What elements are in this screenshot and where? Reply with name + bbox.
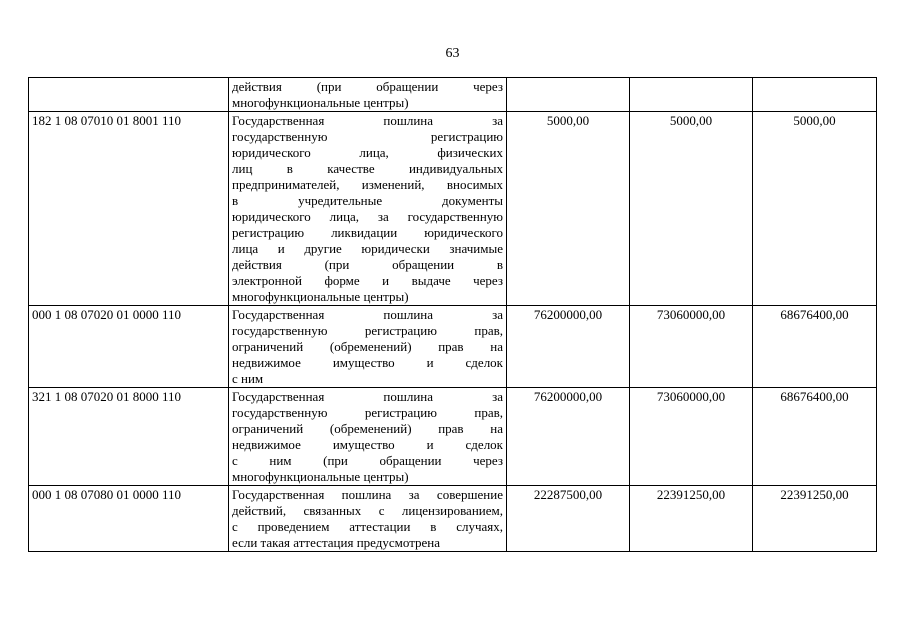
amount-cell-year-3: 5000,00 [753,112,877,306]
page-number: 63 [445,46,460,61]
table-row [29,78,877,112]
table-row [29,388,877,486]
revenue-name-line: многофункциональные центры) [232,469,409,484]
amount-cell-year-1: 76200000,00 [507,306,630,388]
revenue-name-line: действия (при обращении в [232,257,503,272]
amount-cell-year-3: 22391250,00 [753,486,877,552]
revenue-name-line: Государственная пошлина за совершение [232,487,503,502]
table-row [29,306,877,388]
revenue-name-line: Государственная пошлина за [232,389,503,404]
budget-code-cell: 000 1 08 07020 01 0000 110 [29,306,229,388]
amount-cell-year-2: 73060000,00 [630,388,753,486]
amount-cell-year-2: 5000,00 [630,112,753,306]
amount-cell-year-2 [630,78,753,112]
revenue-name-line: в учредительные документы [232,193,503,208]
revenue-name-line: если такая аттестация предусмотрена [232,535,441,550]
revenue-name-line: недвижимое имущество и сделок [232,437,503,452]
amount-cell-year-1: 22287500,00 [507,486,630,552]
amount-cell-year-2: 73060000,00 [630,306,753,388]
revenue-name-line: электронной форме и выдаче через [232,273,503,288]
revenue-name-line: недвижимое имущество и сделок [232,355,503,370]
revenue-name-line: действия (при обращении через [232,79,503,94]
budget-code-cell [29,78,229,112]
revenue-name-cell [229,78,507,112]
revenue-name-line: лиц в качестве индивидуальных [232,161,503,176]
revenue-name-line: Государственная пошлина за [232,113,503,128]
revenue-name-line: многофункциональные центры) [232,95,409,110]
revenue-name-line: государственную регистрацию прав, [232,323,503,338]
revenue-name-cell [229,112,507,306]
revenue-name-line: лица и другие юридически значимые [232,241,503,256]
revenue-name-line: юридического лица, за государственную [232,209,503,224]
revenue-name-line: государственную регистрацию прав, [232,405,503,420]
revenue-name-line: ограничений (обременений) прав на [232,339,503,354]
amount-cell-year-1: 76200000,00 [507,388,630,486]
revenue-name-cell [229,306,507,388]
amount-cell-year-3: 68676400,00 [753,388,877,486]
amount-cell-year-3 [753,78,877,112]
revenue-name-line: предпринимателей, изменений, вносимых [232,177,503,192]
amount-cell-year-3: 68676400,00 [753,306,877,388]
budget-code-cell: 000 1 08 07080 01 0000 110 [29,486,229,552]
revenue-name-cell [229,486,507,552]
revenue-name-line: действий, связанных с лицензированием, [232,503,503,518]
amount-cell-year-1 [507,78,630,112]
table-row [29,486,877,552]
revenue-name-line: регистрацию ликвидации юридического [232,225,503,240]
revenue-name-line: ограничений (обременений) прав на [232,421,503,436]
revenue-name-line: государственную регистрацию [232,129,503,144]
revenue-table [28,77,877,552]
table-row [29,112,877,306]
revenue-name-cell [229,388,507,486]
amount-cell-year-2: 22391250,00 [630,486,753,552]
revenue-name-line: многофункциональные центры) [232,289,409,304]
revenue-name-line: с проведением аттестации в случаях, [232,519,503,534]
revenue-name-line: с ним [232,371,264,386]
revenue-table-body [29,78,877,552]
budget-code-cell: 321 1 08 07020 01 8000 110 [29,388,229,486]
budget-code-cell: 182 1 08 07010 01 8001 110 [29,112,229,306]
amount-cell-year-1: 5000,00 [507,112,630,306]
revenue-name-line: с ним (при обращении через [232,453,503,468]
revenue-name-line: Государственная пошлина за [232,307,503,322]
revenue-name-line: юридического лица, физических [232,145,503,160]
